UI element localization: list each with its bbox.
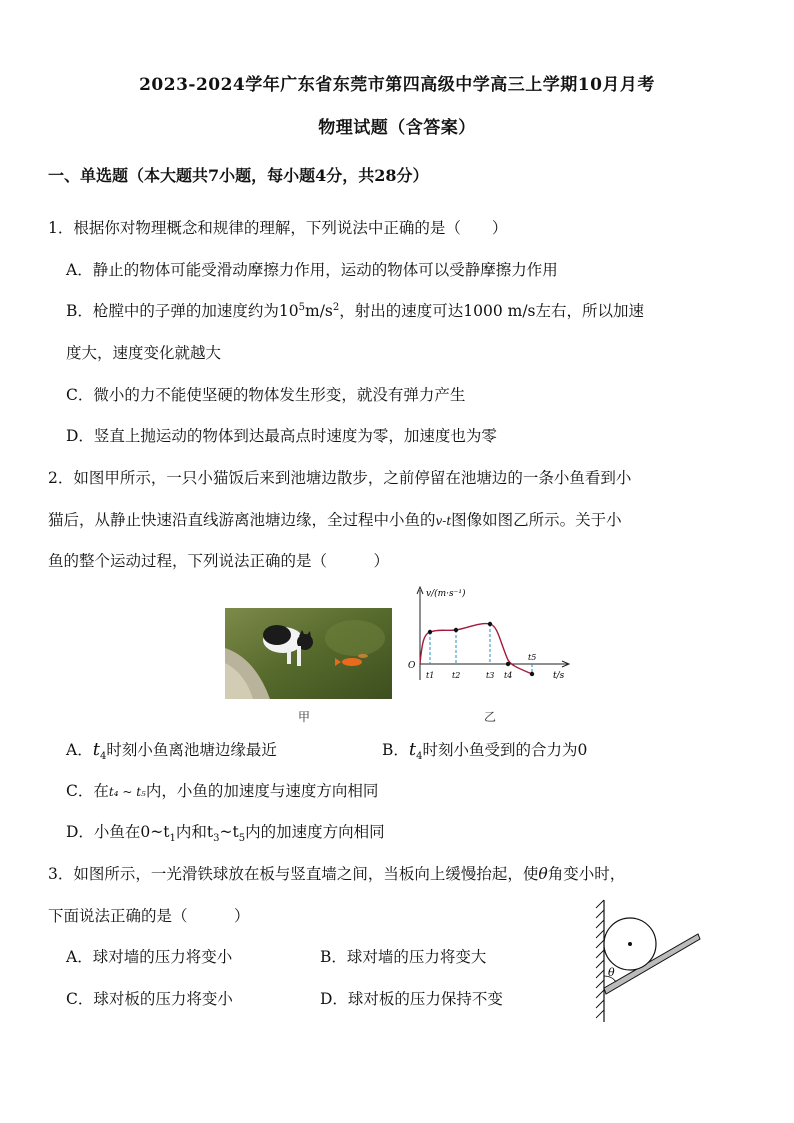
vt-graph-point-t1 [428,630,432,634]
q3-option-a: A．球对墙的压力将变小 [66,948,233,966]
vt-graph-tick-t3: t3 [486,671,495,680]
vt-graph-point-t3 [488,622,492,626]
q2-option-c-text: 内，小鱼的加速度与速度方向相同 [145,782,379,800]
q2-stem-line1: 2．如图甲所示，一只小猫饭后来到池塘边散步，之前停留在池塘边的一条小鱼看到小 [48,469,632,487]
q1-option-a: A．静止的物体可能受滑动摩擦力作用，运动的物体可以受静摩擦力作用 [66,261,558,279]
ball-wall-board-figure [592,896,707,1026]
q2-option-d [66,820,385,844]
vt-graph-ylabel: v/(m·s⁻¹) [426,589,466,599]
vt-graph-curve [420,624,532,674]
q2-option-c-range: t₄ ~ t₅ [108,785,146,799]
q2-option-a-text: 时刻小鱼离池塘边缘最近 [106,741,277,759]
document-subtitle: 物理试题（含答案） [318,118,476,138]
q2-option-b-text: 时刻小鱼受到的合力为0 [422,741,588,759]
q2-option-d-a: D．小鱼在0~t [66,823,170,841]
q1-stem: 1．根据你对物理概念和规律的理解，下列说法中正确的是（ ） [48,219,508,237]
vt-graph-tick-t2: t2 [452,671,461,680]
q2-option-d-d: 内的加速度方向相同 [245,823,385,841]
q2-option-b-label: B． [382,741,409,759]
q1-option-c: C．微小的力不能使坚硬的物体发生形变，就没有弹力产生 [66,386,466,404]
q2-option-b [382,738,587,762]
q2-option-a [66,738,277,762]
q2-option-b-t: t [408,739,417,760]
q2-stem-line3: 鱼的整个运动过程，下列说法正确的是（ ） [48,552,390,570]
q3-stem-line1 [48,862,625,884]
q2-option-a-sub: 4 [99,751,107,763]
q2-option-c-label: C．在 [66,782,109,800]
q2-option-d-b: 内和t [175,823,214,841]
q3-option-c: C．球对板的压力将变小 [66,990,233,1008]
vt-graph-point-t4 [506,662,510,666]
q1-option-b-unit: m/s [305,302,333,320]
q2-option-d-c: ~t [219,823,239,841]
q1-option-b-exponent: 5 [298,301,305,313]
cat-fish-illustration [225,608,392,699]
figure-caption-b: 乙 [484,710,497,724]
theta-label: θ [608,966,615,979]
vt-graph-point-t2 [454,628,458,632]
wall-hatching [596,900,604,1018]
vt-graph-xlabel: t/s [553,671,565,681]
vt-graph-tick-t1: t1 [426,671,435,680]
q2-stem-vt: v-t [435,514,452,528]
q2-option-c [66,779,378,801]
q2-stem-line2-b: 图像如图乙所示。关于小 [451,511,622,529]
document-title: 2023-2024学年广东省东莞市第四高级中学高三上学期10月月考 [139,75,655,95]
q2-stem-line2 [48,508,622,530]
q1-option-b-unit-exponent: 2 [332,301,340,313]
vt-graph-point-t5 [530,672,534,676]
q2-option-a-label: A． [66,741,93,759]
q1-option-b-rest: ，射出的速度可达1000 m/s左右，所以加速 [339,302,644,320]
q1-option-b [66,299,644,321]
vt-graph [398,582,578,694]
q2-option-d-s2: 3 [213,833,220,845]
vt-graph-tick-t4: t4 [504,671,513,680]
q3-stem-line2: 下面说法正确的是（ ） [48,907,250,925]
q3-option-b: B．球对墙的压力将变大 [320,948,487,966]
section-heading: 一、单选题（本大题共7小题，每小题4分，共28分） [48,166,429,185]
q2-option-d-s1: 1 [169,833,176,845]
vt-graph-tick-t5: t5 [528,653,537,662]
q2-stem-line2-a: 猫后，从静止快速沿直线游离池塘边缘，全过程中小鱼的 [48,511,436,529]
q3-stem-a: 3．如图所示，一光滑铁球放在板与竖直墙之间，当板向上缓慢抬起，使 [48,865,539,883]
q1-option-d: D．竖直上抛运动的物体到达最高点时速度为零，加速度也为零 [66,427,497,445]
figure-caption-a: 甲 [298,710,311,724]
q1-option-b-continued: 度大，速度变化就越大 [66,344,222,362]
q2-option-a-t: t [92,739,100,760]
q2-option-b-sub: 4 [416,751,423,763]
q3-stem-b: 角变小时， [547,865,626,883]
vt-graph-origin: O [408,661,416,671]
q2-option-d-s3: 5 [238,833,246,845]
q3-option-d: D．球对板的压力保持不变 [320,990,503,1008]
q3-stem-theta: θ [538,865,548,883]
q1-option-b-text: B．枪膛中的子弹的加速度约为10 [66,302,299,320]
cat-fish-photo [225,608,392,699]
ball-center-dot [628,942,632,946]
